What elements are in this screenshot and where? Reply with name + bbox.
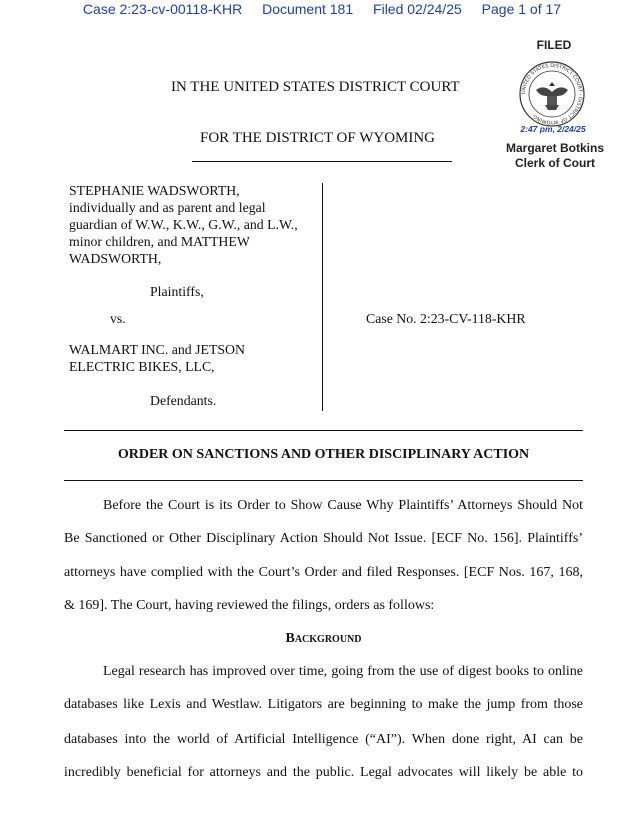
clerk-title: Clerk of Court [514, 156, 595, 170]
defendants-label: Defendants. [150, 393, 217, 408]
defendant-names [69, 341, 299, 375]
intro-line: attorneys have complied with the Court’s Order and filed Responses. [ECF Nos. 167, 168, [64, 565, 583, 580]
plaintiff-line: WADSWORTH, [69, 251, 162, 266]
defendant-line: WALMART INC. and JETSON [69, 342, 245, 357]
title-rule-top [64, 430, 583, 431]
order-title: ORDER ON SANCTIONS AND OTHER DISCIPLINARY ACTION [117, 447, 530, 462]
seal-text: UNITED STATES DISTRICT COURT · DISTRICT OF WYOMING [520, 62, 584, 126]
section-heading-background: Background [285, 631, 362, 646]
background-line: incredibly beneficial for attorneys and the public. Legal advocates will likely be able to [64, 765, 583, 780]
plaintiffs-label: Plaintiffs, [150, 284, 204, 299]
background-line: databases into the world of Artificial Intelligence (“AI”). When done right, AI can be [64, 732, 583, 747]
title-rule-bottom [64, 480, 583, 481]
background-line: databases like Lexis and Westlaw. Litigators are beginning to make the jump from those [64, 697, 583, 712]
case-header [0, 1, 644, 17]
clerk-name: Margaret Botkins [505, 141, 605, 155]
defendant-line: ELECTRIC BIKES, LLC, [69, 359, 215, 374]
filed-date: Filed 02/24/25 [373, 1, 462, 17]
intro-line: & 169]. The Court, having reviewed the filings, orders as follows: [64, 598, 435, 613]
page-indicator: Page 1 of 17 [481, 1, 562, 17]
plaintiff-line: STEPHANIE WADSWORTH, [69, 183, 240, 198]
background-line: Legal research has improved over time, going from the use of digest books to online [103, 664, 583, 679]
intro-line: Be Sanctioned or Other Disciplinary Action Should Not Issue. [ECF No. 156]. Plaintiffs’ [64, 531, 583, 546]
plaintiff-line: minor children, and MATTHEW [69, 234, 250, 249]
clerk-block [500, 141, 610, 171]
plaintiff-names [69, 182, 321, 267]
intro-line: Before the Court is its Order to Show Cause Why Plaintiffs’ Attorneys Should Not [103, 498, 583, 513]
court-district: FOR THE DISTRICT OF WYOMING [200, 130, 436, 146]
court-divider [192, 161, 452, 162]
plaintiff-line: individually and as parent and legal [69, 200, 266, 215]
plaintiff-line: guardian of W.W., K.W., G.W., and L.W., [69, 217, 298, 232]
versus-label: vs. [110, 311, 126, 326]
court-seal-icon [518, 60, 586, 128]
case-number-caption: Case No. 2:23-CV-118-KHR [366, 311, 526, 326]
caption-divider [322, 183, 323, 411]
case-number: Case 2:23-cv-00118-KHR [82, 1, 243, 17]
document-number: Document 181 [262, 1, 354, 17]
court-name: IN THE UNITED STATES DISTRICT COURT [171, 79, 460, 95]
filed-stamp-label: FILED [536, 38, 572, 52]
filed-time: 2:47 pm, 2/24/25 [520, 124, 586, 134]
